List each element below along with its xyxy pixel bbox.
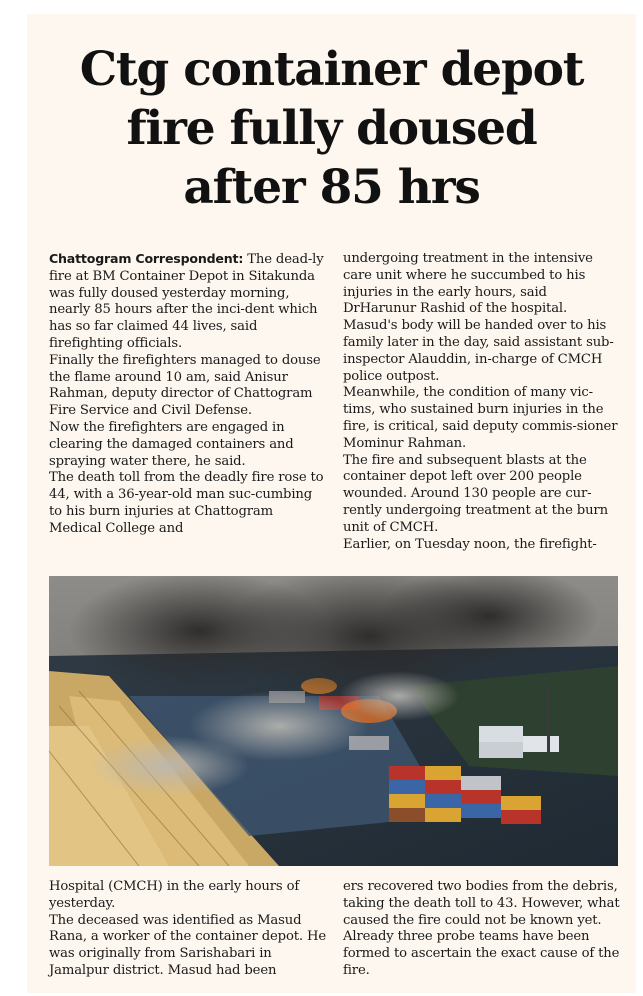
paragraph: The deceased was identified as Masud Rana, a worker of the container depot. He was originally from Sarishabari in Jamalpur district. Masud had been bbox=[49, 912, 326, 978]
headline-line-3: after 85 hrs bbox=[183, 160, 480, 215]
paragraph: undergoing treatment in the intensive care unit where he succumbed to his injuries in the early hours, said DrHarunur Rashid of the hospital. bbox=[343, 251, 593, 317]
newspaper-clipping bbox=[27, 14, 636, 993]
paragraph: The fire and subsequent blasts at the container depot left over 200 people wounded. Around 130 people are cur-rently undergoing treatment at the burn unit of CMCH. bbox=[343, 452, 608, 535]
paragraph: Masud's body will be handed over to his family later in the day, said assistant sub-inspector Alauddin, in-charge of CMCH police outpost. bbox=[343, 318, 614, 384]
fire-aerial-photo bbox=[49, 576, 618, 866]
headline-line-2: fire fully doused bbox=[126, 101, 537, 156]
paragraph: Earlier, on Tuesday noon, the firefight- bbox=[343, 536, 597, 552]
photo-illustration bbox=[49, 576, 618, 866]
paragraph: Finally the firefighters managed to douse the flame around 10 am, said Anisur Rahman, deputy director of Chattogram Fire Service and Civil Defense. bbox=[49, 352, 321, 419]
paragraph: Hospital (CMCH) in the early hours of yesterday. bbox=[49, 879, 300, 911]
column-right-top bbox=[343, 251, 621, 553]
column-right-bottom bbox=[343, 879, 621, 980]
paragraph: The death toll from the deadly fire rose to 44, with a 36-year-old man suc-cumbing to his burn injuries at Chattogram Medical College and bbox=[49, 470, 324, 536]
paragraph: Chattogram Correspondent: The dead-ly fire at BM Container Depot in Sitakunda was fully doused yesterday morning, nearly 85 hours after the inci-dent which has so far claimed 44 lives, said firefighting officials. bbox=[49, 251, 324, 351]
headline bbox=[27, 40, 636, 217]
paragraph: ers recovered two bodies from the debris, taking the death toll to 43. However, what caused the fire could not be known yet. Already three probe teams have been formed to ascertain the exact cause of the fire. bbox=[343, 879, 620, 978]
byline: Chattogram Correspondent: bbox=[49, 251, 244, 266]
paragraph: Now the firefighters are engaged in clearing the damaged containers and spraying water there, he said. bbox=[49, 419, 294, 469]
paragraph: Meanwhile, the condition of many vic-tims, who sustained burn injuries in the fire, is critical, said deputy commis-sioner Mominur Rahman. bbox=[343, 385, 618, 451]
headline-line-1: Ctg container depot bbox=[79, 42, 584, 97]
column-left-top bbox=[49, 251, 327, 538]
column-left-bottom bbox=[49, 879, 327, 980]
